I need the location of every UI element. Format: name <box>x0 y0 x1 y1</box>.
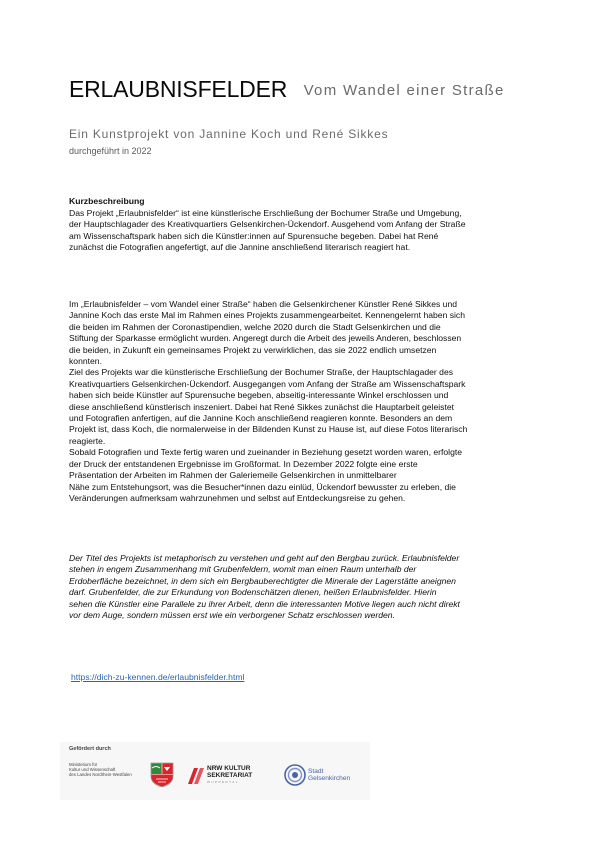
text-line: diese anschließend künstlerisch inszeniert. Dabei hat René Sikkes zunächst die Hauptarbeit geleistet <box>69 401 455 412</box>
text-line: Kreativquartiers Gelsenkirchen-Ückendorf. Ausgegangen vom Anfang der Straße am Wissenschaftspark <box>69 378 466 389</box>
ministry-line: des Landes Nordrhein-Westfalen <box>69 772 132 778</box>
kultur-sub-label: WUPPERTAL <box>207 780 239 784</box>
city-line: Stadt <box>308 768 324 775</box>
text-line: Das Projekt „Erlaubnisfelder“ ist eine künstlerische Erschließung der Bochumer Straße und Umgebung, <box>69 208 462 218</box>
text-line: Präsentation der Arbeiten im Rahmen der Galeriemeile Gelsenkirchen in unmittelbarer <box>69 470 397 481</box>
text-line: Der Titel des Projekts ist metaphorisch zu verstehen und geht auf den Bergbau zurück. Erlaubnisfelder <box>69 553 460 563</box>
text-line: zunächst die Fotografien angefertigt, auf die Jannine anschließend literarisch reagiert hat. <box>69 242 411 253</box>
kurzbeschreibung-heading: Kurzbeschreibung <box>69 196 145 206</box>
text-line: vor dem Auge, sondern müssen erst wie ein verborgener Schatz erschlossen werden. <box>69 610 395 621</box>
text-line: konnten. <box>69 356 102 367</box>
text-line: die beiden, in Zukunft ein gemeinsames Projekt zu verwirklichen, das sie 2022 endlich umsetzen <box>69 344 437 355</box>
text-line: Veränderungen aufmerksam wahrzunehmen und selbst auf Entdeckungsreise zu gehen. <box>69 492 406 503</box>
ministry-line: Ministerium für <box>69 762 98 767</box>
ministry-line: Kultur und Wissenschaft <box>69 767 116 773</box>
kultur-line: NRW KULTUR <box>207 765 251 772</box>
nrw-kultur-logo-icon <box>187 767 205 785</box>
text-line: Im „Erlaubnisfelder – vom Wandel einer Straße“ haben die Gelsenkirchener Künstler René Sikkes und <box>69 299 458 309</box>
text-line: Projekt ist, dass Koch, die normalerweise in der Bildenden Kunst zu Hause ist, auf diese Fotos literarisch <box>69 424 468 435</box>
text-line: Stiftung der Sparkasse ermöglicht wurden. Angeregt durch die Arbeit des jeweils Anderen, beschlossen <box>69 333 462 344</box>
text-line: haben sich beide Künstler auf Spurensuche begeben, abseitig-interessante Winkel erschlossen und <box>69 390 449 401</box>
text-line: Erdoberfläche bezeichnet, in dem sich ein Bergbauberechtigter die Minerale der Lagerstätte aneignen <box>69 575 456 586</box>
text-line: stehen in engem Zusammenhang mit Grubenfeldern, womit man einen Raum unterhalb der <box>69 564 417 575</box>
sponsor-heading: Gefördert durch <box>69 746 111 752</box>
document-title: ERLAUBNISFELDER <box>69 76 288 102</box>
text-line: die beiden im Rahmen der Coronastipendien, welche 2020 durch die Stadt Gelsenkirchen und die <box>69 321 441 332</box>
text-line: darf. Grubenfelder, die zur Erkundung von Bodenschätzen dienen, heißen Erlaubnisfelder. Hierin <box>69 587 437 598</box>
document-subtitle: Vom Wandel einer Straße <box>303 82 505 99</box>
main-paragraphs <box>69 299 549 504</box>
nrw-coat-of-arms-icon <box>150 762 174 788</box>
text-line: und Fotografien anfertigen, auf die Jannine Koch anschließend reagieren konnte. Besonders an dem <box>69 413 453 424</box>
project-link[interactable]: https://dich-zu-kennen.de/erlaubnisfelder.html <box>71 672 245 682</box>
gelsenkirchen-city-logo-icon <box>284 764 306 786</box>
kultur-line: SEKRETARIAT <box>207 771 253 779</box>
title-explanation-paragraph <box>69 553 549 621</box>
text-line: der Hauptschlagader des Kreativquartiers Gelsenkirchen-Ückendorf. Ausgehend vom Anfang der Straße <box>69 219 466 230</box>
city-line: Gelsenkirchen <box>308 775 351 783</box>
date-line: durchgeführt in 2022 <box>69 146 152 156</box>
text-line: reagierte. <box>69 435 106 446</box>
gelsenkirchen-city-label <box>308 768 350 782</box>
text-line: Sobald Fotografien und Texte fertig waren und zueinander in Beziehung gesetzt worden waren, erfolgte <box>69 447 463 458</box>
text-line: sehen die Künstler eine Parallele zu ihrer Arbeit, denn die interessanten Motive liegen auch nicht direkt <box>69 598 460 609</box>
ministry-name <box>69 762 154 778</box>
text-line: Ziel des Projekts war die künstlerische Erschließung der Bochumer Straße, der Hauptschlagader des <box>69 367 454 378</box>
project-line: Ein Kunstprojekt von Jannine Koch und René Sikkes <box>69 127 389 141</box>
text-line: Nähe zum Entstehungsort, was die Besucher*innen dazu einlüd, Ückendorf bewusster zu erleben, die <box>69 481 456 492</box>
document-title-row <box>69 76 505 103</box>
text-line: der Druck der entstandenen Ergebnisse im Großformat. In Dezember 2022 folgte eine erste <box>69 458 418 469</box>
nrw-kultur-sekretariat-label <box>207 766 252 780</box>
text-line: Jannine Koch das erste Mal im Rahmen eines Projekts zusammengearbeitet. Kennengelernt haben sich <box>69 310 466 321</box>
kurzbeschreibung-paragraph <box>69 208 549 254</box>
text-line: am Wissenschaftspark haben sich die Künstler:innen auf Spurensuche begeben. Dabei hat René <box>69 230 439 241</box>
